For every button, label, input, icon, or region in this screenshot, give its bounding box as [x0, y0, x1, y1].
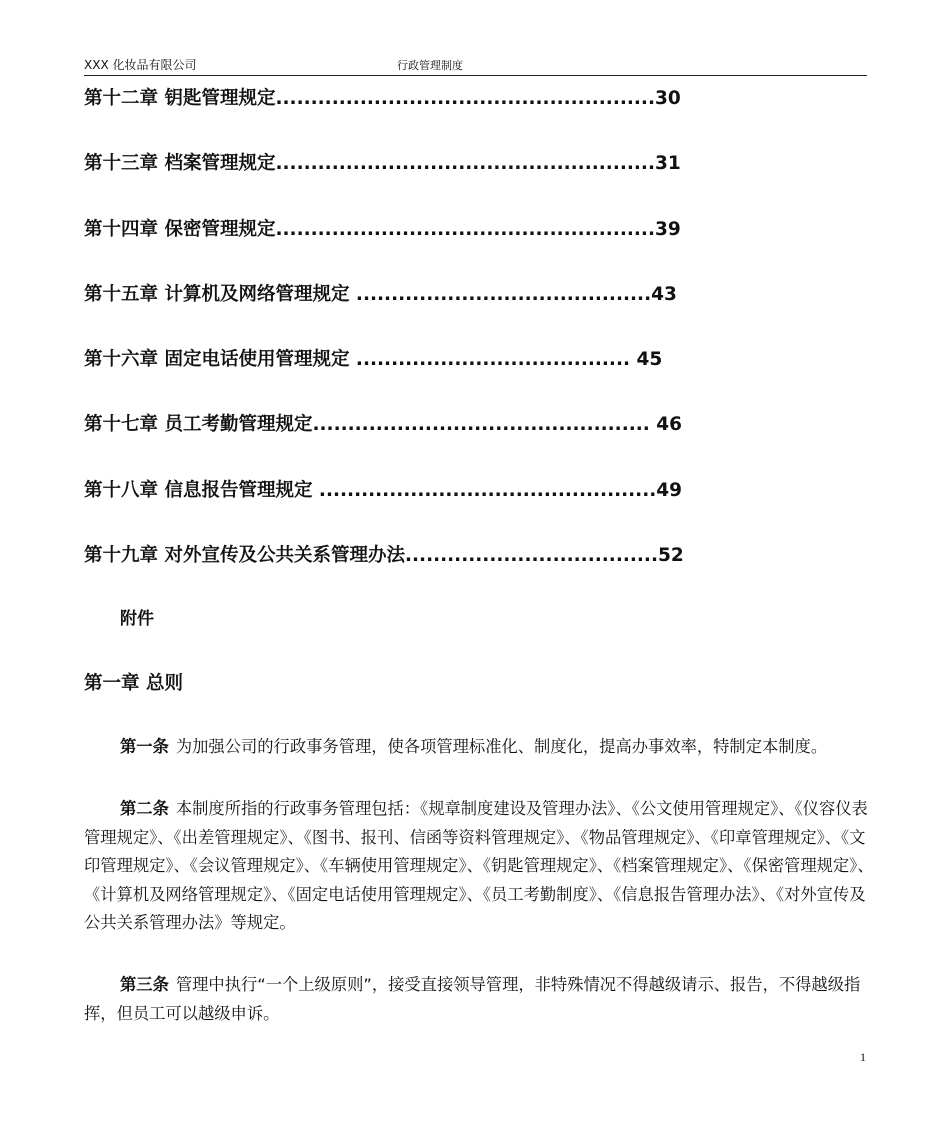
- article-2: [84, 795, 874, 938]
- company-name: XXX 化妆品有限公司: [84, 58, 197, 72]
- article-label: 第一条: [120, 737, 169, 756]
- article-label: 第二条: [120, 799, 169, 818]
- toc-chapter-number: 第十九章: [84, 545, 159, 567]
- toc-leader-dots: ......................................................: [275, 218, 655, 240]
- attachment-heading: 附件: [120, 609, 154, 629]
- toc-leader-dots: .......................................: [349, 349, 637, 371]
- article-label: 第三条: [120, 975, 169, 994]
- toc-chapter-title: 档案管理规定: [164, 153, 276, 175]
- toc-leader-dots: ................................................: [312, 414, 657, 436]
- article-3: [84, 971, 874, 1028]
- article-text: 管理中执行“一个上级原则”，接受直接领导管理，非特殊情况不得越级请示、报告，不得越级指挥，但员工可以越级申诉。: [84, 975, 861, 1023]
- toc-chapter-title: 对外宣传及公共关系管理办法: [164, 545, 405, 567]
- toc-chapter-title: 计算机及网络管理规定: [164, 283, 350, 305]
- toc-entry-chapter-16[interactable]: [84, 347, 784, 412]
- page-number: 1: [860, 1050, 866, 1064]
- chapter-title: 第一章 总则: [84, 673, 183, 694]
- toc-leader-dots: ......................................................: [275, 88, 655, 109]
- toc-leader-dots: ......................................................: [275, 153, 655, 175]
- toc-chapter-number: 第十五章: [84, 283, 159, 305]
- toc-chapter-number: 第十六章: [84, 349, 159, 371]
- page-header: [84, 58, 867, 76]
- toc-leader-dots: ................................................: [312, 479, 657, 501]
- toc-chapter-number: 第十八章: [84, 479, 159, 501]
- toc-leader-dots: ..........................................: [349, 283, 652, 305]
- toc-entry-chapter-19[interactable]: [84, 543, 784, 608]
- toc-page-number: 30: [655, 88, 681, 109]
- document-title: 行政管理制度: [397, 59, 463, 72]
- toc-page-number: 39: [655, 218, 681, 240]
- toc-chapter-title: 保密管理规定: [164, 218, 276, 240]
- toc-chapter-number: 第十二章: [84, 88, 159, 109]
- toc-entry-chapter-14[interactable]: [84, 217, 784, 282]
- toc-page-number: 31: [655, 153, 681, 175]
- toc-page-number: 52: [658, 545, 684, 567]
- toc-chapter-title: 钥匙管理规定: [164, 88, 276, 109]
- toc-page-number: 49: [656, 479, 683, 501]
- toc-chapter-title: 信息报告管理规定: [164, 479, 313, 501]
- toc-chapter-title: 固定电话使用管理规定: [164, 349, 350, 371]
- toc-chapter-number: 第十七章: [84, 414, 159, 436]
- toc-page-number: 43: [651, 283, 677, 305]
- toc-entry-chapter-15[interactable]: [84, 282, 784, 347]
- toc-page-number: 46: [656, 414, 683, 436]
- toc-entry-chapter-17[interactable]: [84, 412, 784, 477]
- toc-chapter-number: 第十四章: [84, 218, 159, 240]
- toc-page-number: 45: [636, 349, 663, 371]
- toc-entry-chapter-18[interactable]: [84, 478, 784, 543]
- article-text: 为加强公司的行政事务管理，使各项管理标准化、制度化，提高办事效率，特制定本制度。: [175, 737, 828, 756]
- article-text: 本制度所指的行政事务管理包括：《规章制度建设及管理办法》、《公文使用管理规定》、《仪容仪表管理规定》、《出差管理规定》、《图书、报刊、信函等资料管理规定》、《物品管理规定》、《印章管理规定》、《文印管理规定》、《会议管理规定》、《车辆使用管理规定》、《钥匙管理规定》、《档案管理规定》、《保密管理规定》、《计算机及网络管理规定》、《固定电话使用管理规定》、《员工考勤制度》、《信息报告管理办法》、《对外宣传及公共关系管理办法》等规定。: [84, 799, 874, 932]
- toc-entry-chapter-13[interactable]: [84, 151, 784, 216]
- article-1: [84, 733, 874, 762]
- toc-leader-dots: ....................................: [404, 545, 658, 567]
- toc-chapter-title: 员工考勤管理规定: [164, 414, 313, 436]
- toc-entry-chapter-12[interactable]: [84, 86, 784, 151]
- toc-chapter-number: 第十三章: [84, 153, 159, 175]
- table-of-contents: [84, 86, 784, 608]
